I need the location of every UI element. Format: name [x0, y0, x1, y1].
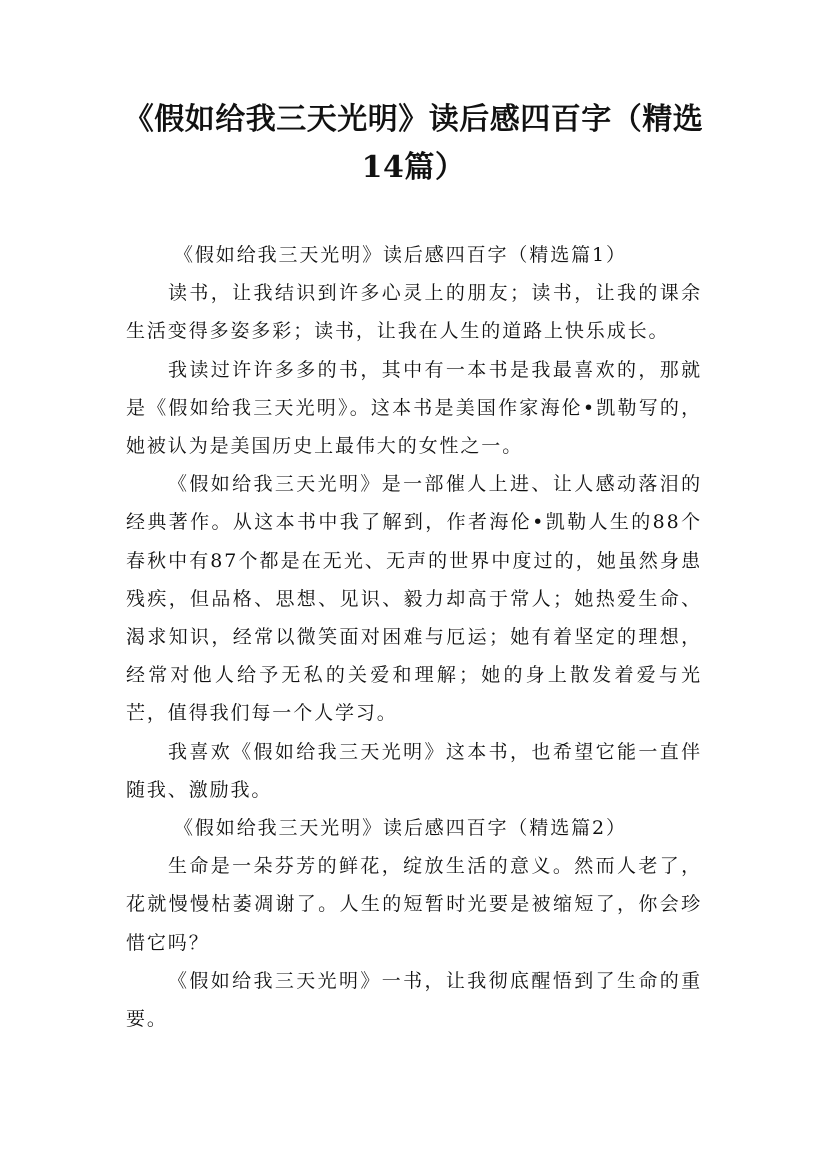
paragraph: 《假如给我三天光明》是一部催人上进、让人感动落泪的经典著作。从这本书中我了解到，作者海伦•凯勒人生的88个春秋中有87个都是在无光、无声的世界中度过的，她虽然身患残疾，但品格、思想、见识、毅力却高于常人；她热爱生命、渴求知识，经常以微笑面对困难与厄运；她有着坚定的理想，经常对他人给予无私的关爱和理解；她的身上散发着爱与光芒，值得我们每一个人学习。: [126, 473, 702, 725]
paragraph: 《假如给我三天光明》一书，让我彻底醒悟到了生命的重要。: [126, 969, 702, 1031]
paragraph: 我喜欢《假如给我三天光明》这本书，也希望它能一直伴随我、激励我。: [126, 740, 702, 801]
paragraph: 读书，让我结识到许多心灵上的朋友；读书，让我的课余生活变得多姿多彩；读书，让我在人生的道路上快乐成长。: [126, 282, 702, 343]
document-title: 《假如给我三天光明》读后感四百字（精选14篇）: [123, 102, 704, 185]
document-body: [126, 236, 702, 1038]
section-heading: 《假如给我三天光明》读后感四百字（精选篇1）: [174, 244, 627, 266]
paragraph: 我读过许许多多的书，其中有一本书是我最喜欢的，那就是《假如给我三天光明》。这本书是美国作家海伦•凯勒写的，她被认为是美国历史上最伟大的女性之一。: [126, 358, 702, 458]
section-heading: 《假如给我三天光明》读后感四百字（精选篇2）: [174, 817, 627, 840]
paragraph: 生命是一朵芬芳的鲜花，绽放生活的意义。然而人老了，花就慢慢枯萎凋谢了。人生的短暂时光要是被缩短了，你会珍惜它吗？: [126, 855, 702, 954]
